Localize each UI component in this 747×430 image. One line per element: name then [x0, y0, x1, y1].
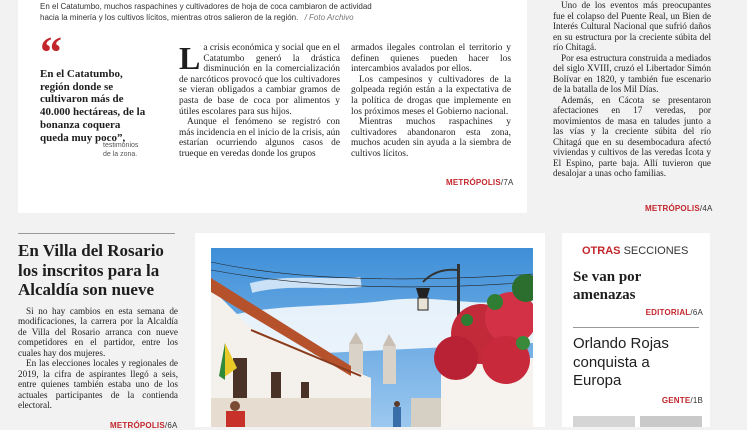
- villa-story: [18, 241, 178, 411]
- main-story-p3: armados ilegales controlan el territorio y definen quienes pueden hacer los intercambios avalados por ellos.: [351, 43, 511, 75]
- main-story-col-1: [179, 40, 341, 160]
- villa-section-link[interactable]: [110, 421, 178, 430]
- main-story-p2: Aunque el fenómeno se registró con más incidencia en el inicio de la crisis, aún estarían ocurriendo algunos casos de trueque en veredas donde los grupos: [179, 117, 340, 159]
- section-name: METRÓPOLIS: [446, 178, 501, 187]
- villa-story-rule: [18, 233, 175, 234]
- section-name: EDITORIAL: [645, 308, 691, 317]
- otras-item-1[interactable]: [573, 269, 703, 317]
- page-number: /1B: [690, 395, 703, 405]
- main-story-card: [18, 0, 527, 213]
- photo-card: [195, 233, 545, 427]
- right-story-p1: Uno de los eventos más preocupantes fue el colapso del Puente Real, un Bien de Interés Cultural Nacional que sufrió daños en su estructura por la creciente súbita del río Chitagá.: [553, 0, 711, 52]
- right-story: [553, 0, 711, 179]
- otras-divider: [573, 327, 699, 328]
- photo-credit: / Foto Archivo: [304, 13, 354, 22]
- main-story-col-2: [351, 43, 511, 160]
- villa-headline[interactable]: En Villa del Rosario los inscritos para la Alcaldía son nueve: [18, 241, 164, 299]
- otras-item-title: Se van por amenazas: [573, 269, 642, 303]
- caption-line-2: hacia la minería y los cultivos lícitos, mientras otros salieron de la región.: [40, 13, 299, 22]
- drop-cap: L: [179, 40, 201, 76]
- right-story-p3: Además, en Cácota se presentaron afectaciones en 17 veredas, por movimientos de masa en taludes junto a las vías y la creciente súbita del río Chitagá que en su desembocadura afectó viviendas y cultivos de las veredas Icota y El Espino, parte baja. Allí tuvieron que desalojar a unas ocho familias.: [553, 94, 711, 178]
- caption-line-1: En el Catatumbo, muchos raspachines y cultivadores de hoja de coca cambiaron de actividad: [40, 2, 372, 11]
- section-name: GENTE: [661, 395, 691, 405]
- right-story-section-link[interactable]: [645, 204, 713, 213]
- quote-mark-icon: “: [40, 28, 62, 77]
- main-story-p5: Mientras muchos raspachines y cultivadores abandonaron esta zona, muchos acuden sin ayuda a la siembra de cultivos lícitos.: [351, 117, 511, 159]
- page-number: /6A: [164, 421, 178, 430]
- otras-thumb-right: [640, 416, 702, 427]
- otras-item-2[interactable]: [573, 335, 703, 405]
- otras-thumb-left: [573, 416, 635, 427]
- otras-secciones-card: [562, 233, 710, 427]
- quote-attribution: testimonios de la zona.: [103, 142, 139, 158]
- villa-body: [18, 306, 178, 411]
- page-number: /4A: [699, 204, 713, 213]
- main-story-p4: Los campesinos y cultivadores de la golpeada región están a la expectativa de la política de drogas que implemente en los próximos meses el Gobierno nacional.: [351, 74, 511, 117]
- otras-item-title: Orlando Rojas conquista a Europa: [573, 335, 669, 389]
- otras-label-b: SECCIONES: [623, 245, 689, 257]
- photo-caption: [40, 1, 372, 23]
- quote-text: En el Catatumbo, región donde se cultivaron más de 40.000 hectáreas, de la bonanza coquera queda muy poco”,: [40, 68, 146, 144]
- page-number: /7A: [500, 178, 514, 187]
- villa-p1: Si no hay cambios en esta semana de modificaciones, la carrera por la Alcaldía de Villa del Rosario arranca con nueve competidores en el partidor, entre los cuales hay dos mujeres.: [18, 305, 178, 358]
- villa-p2: En las elecciones locales y regionales de 2019, la cifra de aspirantes llegó a seis, entre quienes también estaba uno de los actuales participantes de la contienda electoral.: [18, 358, 178, 410]
- section-name: METRÓPOLIS: [110, 421, 165, 430]
- main-story-section-link[interactable]: [446, 178, 514, 187]
- page-number: /6A: [690, 308, 703, 317]
- otras-label: [582, 245, 688, 257]
- street-photo: [211, 248, 533, 427]
- section-name: METRÓPOLIS: [645, 204, 700, 213]
- pull-quote: [40, 28, 150, 159]
- otras-label-a: OTRAS: [582, 245, 621, 257]
- main-story-p1: a crisis económica y social que en el Catatumbo generó la drástica disminución en la comercialización de narcóticos provocó que los cultivadores se vieran obligados a cambiar gramos de pasta de base de coca por alimentos y útiles escolares para sus hijos.: [179, 43, 341, 117]
- right-story-p2: Por esa estructura construida a mediados del siglo XVIII, cruzó el Libertador Simón Bolívar en 1820, y también fue escenario de la batalla de los Mil Días.: [553, 52, 711, 94]
